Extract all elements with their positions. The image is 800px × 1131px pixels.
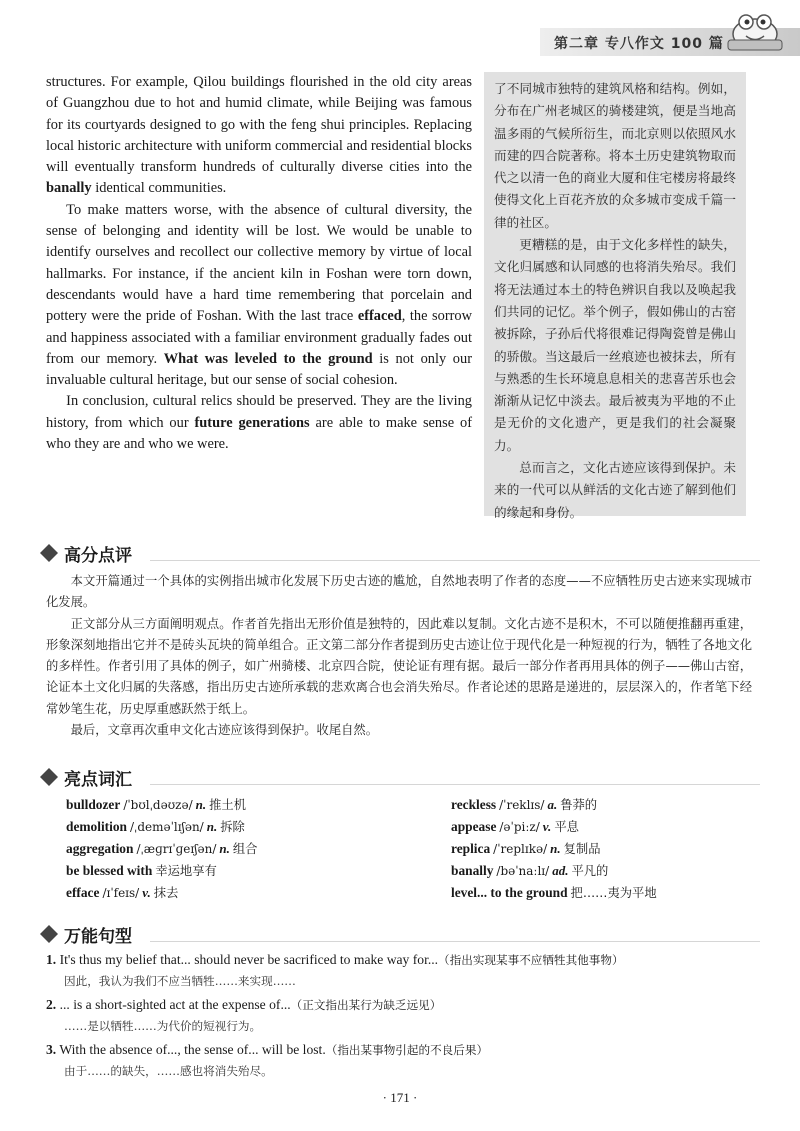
vocab-word: banally — [451, 863, 494, 878]
pattern-item — [46, 949, 760, 991]
vocab-part-of-speech: ad. — [552, 863, 569, 878]
pattern-english — [46, 1039, 760, 1061]
essay-text: In conclusion, cultural relics should be preserved. They are the living history, from which our — [46, 393, 472, 431]
translation-paragraph: 了不同城市独特的建筑风格和结构。例如，分布在广州老城区的骑楼建筑，便是当地高温多雨的气候所衍生，而北京则以依照风水而建的四合院著称。将本土历史建筑物取而代之以清一色的商业大厦和住宅楼房将最终使得文化上百花齐放的众多城市变成千篇一律的社区。 — [494, 81, 736, 230]
pattern-sentence: With the absence of..., the sense of... will be lost. — [59, 1042, 326, 1057]
vocab-meaning: 平息 — [554, 820, 579, 834]
diamond-bullet-icon — [40, 544, 58, 562]
section-title: 万能句型 — [64, 926, 132, 947]
pattern-number: 3. — [46, 1042, 57, 1057]
vocab-word: aggregation — [66, 841, 134, 856]
pattern-note: （指出实现某事不应牺牲其他事物） — [438, 953, 624, 967]
vocab-entry — [66, 794, 451, 816]
pattern-translation: 由于……的缺失，……感也将消失殆尽。 — [64, 1064, 273, 1078]
highlighted-phrase: future generations — [194, 414, 310, 431]
vocab-phonetic: /ɪˈfeɪs/ — [102, 886, 140, 900]
vocab-part-of-speech: n. — [550, 841, 561, 856]
vocab-word: replica — [451, 841, 491, 856]
vocab-row — [66, 794, 756, 816]
pattern-translation: 因此，我认为我们不应当牺牲……来实现…… — [64, 974, 296, 988]
vocab-meaning: 抹去 — [153, 886, 179, 900]
vocab-row — [66, 838, 756, 860]
essay-paragraph — [46, 72, 472, 200]
diamond-bullet-icon — [40, 768, 58, 786]
vocab-entry — [451, 794, 756, 816]
section-heading-patterns — [40, 922, 132, 946]
essay-text: , the sorrow and happiness associated with a familiar environment gradually fades out from our memory. — [46, 308, 472, 367]
vocab-entry — [66, 838, 451, 860]
pattern-sentence: ... is a short-sighted act at the expense of... — [59, 997, 291, 1012]
vocab-phonetic: /ˈbʊlˌdəʊzə/ — [123, 798, 193, 812]
essay-paragraph — [46, 391, 472, 455]
pattern-item — [46, 994, 760, 1036]
translation-paragraph: 总而言之，文化古迹应该得到保护。未来的一代可以从鲜活的文化古迹了解到他们的缘起和身份。 — [494, 460, 736, 520]
vocab-row — [66, 860, 756, 882]
vocab-phonetic: /əˈpiːz/ — [499, 820, 540, 834]
vocab-meaning: 鲁莽的 — [560, 798, 598, 812]
pattern-english — [46, 994, 760, 1016]
vocab-meaning: 幸运地享有 — [155, 864, 217, 878]
translation-paragraph: 更糟糕的是，由于文化多样性的缺失，文化归属感和认同感的也将消失殆尽。我们将无法通过本土的特色辨识自我以及唤起我们共同的记忆。举个例子，假如佛山的古窑被拆除，子孙后代将很难记得陶瓷曾是佛山的骄傲。当这最后一丝痕迹也被抹去，所有与熟悉的生长环境息息相关的悲喜苦乐也会渐渐从记忆中淡去。最后被夷为平地的不止是无价的文化遗产，更是我们的社会凝聚力。 — [494, 237, 736, 453]
diamond-bullet-icon — [40, 925, 58, 943]
pattern-note: （正文指出某行为缺乏远见） — [290, 998, 442, 1012]
vocab-entry — [451, 860, 756, 882]
vocab-word: reckless — [451, 797, 497, 812]
essay-text: identical communities. — [91, 180, 227, 197]
vocab-word: level... to the ground — [451, 885, 568, 900]
vocab-part-of-speech: n. — [206, 819, 218, 834]
vocab-entry — [451, 838, 756, 860]
vocab-phonetic: /ˈreplɪkə/ — [493, 842, 548, 856]
vocab-row — [66, 882, 756, 904]
vocab-part-of-speech: v. — [542, 819, 552, 834]
highlighted-phrase: banally — [46, 180, 92, 197]
essay-text: is not only our invaluable cultural heritage, but our sense of social cohesion. — [46, 350, 472, 389]
section-divider — [150, 560, 760, 561]
sentence-patterns — [46, 949, 760, 1084]
vocab-word: be blessed with — [66, 863, 153, 878]
vocab-row — [66, 816, 756, 838]
vocab-part-of-speech: v. — [142, 885, 151, 900]
vocab-entry — [451, 816, 756, 838]
vocab-part-of-speech: n. — [195, 797, 207, 812]
vocab-meaning: 复制品 — [563, 842, 601, 856]
essay-english — [46, 72, 472, 455]
chapter-title: 第二章 专八作文 100 篇 — [554, 36, 724, 52]
section-heading-review — [40, 541, 132, 565]
vocab-word: bulldozer — [66, 797, 121, 812]
pattern-english — [46, 949, 760, 971]
vocab-entry — [66, 860, 451, 882]
vocab-phonetic: /ˈreklɪs/ — [499, 798, 545, 812]
section-divider — [150, 784, 760, 785]
pattern-note: （指出某事物引起的不良后果） — [325, 1043, 489, 1057]
vocab-phonetic: /ˌæɡrɪˈɡeɪʃən/ — [136, 842, 217, 856]
section-divider — [150, 941, 760, 942]
vocab-part-of-speech: a. — [547, 797, 558, 812]
essay-paragraph — [46, 200, 472, 392]
vocab-entry — [66, 816, 451, 838]
essay-translation-box — [484, 72, 746, 520]
vocab-meaning: 拆除 — [220, 820, 245, 834]
section-title: 亮点词汇 — [64, 769, 132, 790]
vocab-entry — [66, 882, 451, 904]
essay-text: are able to make sense of who they are and who we were. — [46, 414, 472, 453]
review-paragraph: 正文部分从三方面阐明观点。作者首先指出无形价值是独特的，因此难以复制。文化古迹不是积木，不可以随便推翻再重建，形象深刻地指出它并不是砖头瓦块的简单组合。正文第二部分作者提到历史古迹让位于现代化是一种短视的行为，牺牲了各地文化的多样性。作者引用了具体的例子，如广州骑楼、北京四合院，使论证有理有据。最后一部分作者再用具体的例子——佛山古窑，论证本土文化归属的失落感，指出历史古迹所承载的悲欢离合也会消失殆尽。作者论述的思路是递进的，层层深入的，作者笔下经常妙笔生花，历史厚重感跃然于纸上。 — [46, 616, 752, 716]
vocab-meaning: 把……夷为平地 — [570, 886, 657, 900]
vocab-meaning: 平凡的 — [571, 864, 609, 878]
highlighted-phrase: What was leveled to the ground — [163, 350, 373, 367]
review-paragraph: 最后，文章再次重申文化古迹应该得到保护。收尾自然。 — [70, 723, 379, 738]
vocab-phonetic: /bəˈnaːlɪ/ — [496, 864, 550, 878]
highlighted-phrase: effaced — [357, 308, 402, 325]
pattern-number: 1. — [46, 952, 57, 967]
section-heading-vocab — [40, 765, 132, 789]
essay-text: structures. For example, Qilou buildings flourished in the old city areas of Guangzhou due to hot and humid climate, while Beijing was famous for its courtyards designed to go with the feng shui principles. Replacing local historic architecture with uniform commercial and residential blocks will eventually transform hundreds of culturally diverse cities into the — [46, 74, 472, 176]
review-paragraph: 本文开篇通过一个具体的实例指出城市化发展下历史古迹的尴尬，自然地表明了作者的态度——不应牺牲历史古迹来实现城市化发展。 — [46, 574, 752, 610]
pattern-translation: ……是以牺牲……为代价的短视行为。 — [64, 1019, 262, 1033]
vocab-word: appease — [451, 819, 497, 834]
vocab-meaning: 推土机 — [209, 798, 246, 812]
page-number: · 171 · — [382, 1090, 418, 1105]
pattern-sentence: It's thus my belief that... should never be sacrificed to make way for... — [59, 952, 439, 967]
essay-text: To make matters worse, with the absence of cultural diversity, the sense of belonging and identity will be lost. We would be unable to identify ourselves and recollect our collective memory by virtue of local hallmarks. For instance, if the ancient kiln in Foshan were torn down, descendants would have a hard time remembering that porcelain and pottery were the pride of Foshan. With the last trace — [46, 201, 472, 325]
pattern-number: 2. — [46, 997, 57, 1012]
section-title: 高分点评 — [64, 545, 132, 566]
vocab-part-of-speech: n. — [219, 841, 230, 856]
review-text — [46, 571, 752, 741]
vocab-meaning: 组合 — [232, 842, 258, 856]
vocab-entry — [451, 882, 756, 904]
pattern-item — [46, 1039, 760, 1081]
cartoon-mascot-icon — [722, 10, 788, 52]
vocab-table — [66, 794, 756, 904]
vocab-phonetic: /ˌdeməˈlɪʃən/ — [130, 820, 204, 834]
vocab-word: efface — [66, 885, 100, 900]
vocab-word: demolition — [66, 819, 128, 834]
